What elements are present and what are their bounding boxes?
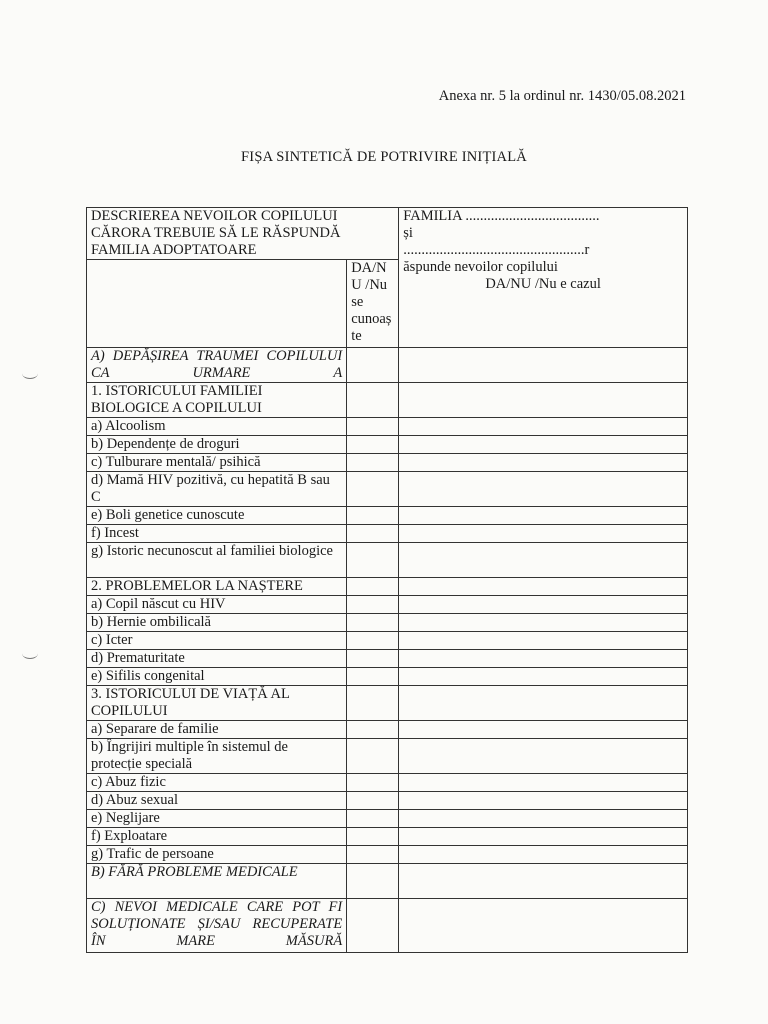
answer-cell[interactable] bbox=[347, 348, 399, 383]
need-label-cell bbox=[87, 418, 347, 436]
need-label-cell bbox=[87, 668, 347, 686]
document-title: FIȘA SINTETICĂ DE POTRIVIRE INIȚIALĂ bbox=[241, 149, 527, 165]
need-label-cell bbox=[87, 828, 347, 846]
form-row bbox=[87, 507, 688, 525]
answer-cell[interactable] bbox=[347, 864, 399, 899]
family-line-4: ăspunde nevoilor copilului bbox=[403, 259, 558, 275]
family-response-cell[interactable] bbox=[399, 650, 688, 668]
need-label: e) Neglijare bbox=[91, 810, 160, 826]
answer-cell[interactable] bbox=[347, 828, 399, 846]
answer-cell[interactable] bbox=[347, 578, 399, 596]
answer-cell[interactable] bbox=[347, 614, 399, 632]
need-label: e) Boli genetice cunoscute bbox=[91, 507, 245, 523]
answer-cell[interactable] bbox=[347, 596, 399, 614]
form-row bbox=[87, 686, 688, 721]
family-response-cell[interactable] bbox=[399, 721, 688, 739]
needs-header-label: DESCRIEREA NEVOILOR COPILULUI CĂRORA TREBUIE SĂ LE RĂSPUNDĂ FAMILIA ADOPTATOARE bbox=[91, 208, 341, 258]
answer-cell[interactable] bbox=[347, 418, 399, 436]
need-label-cell bbox=[87, 686, 347, 721]
family-response-cell[interactable] bbox=[399, 348, 688, 383]
form-row bbox=[87, 454, 688, 472]
answer-header-line-5: te bbox=[351, 328, 362, 344]
need-label-cell bbox=[87, 454, 347, 472]
family-response-cell[interactable] bbox=[399, 686, 688, 721]
need-label: b) Hernie ombilicală bbox=[91, 614, 211, 630]
matching-form-table bbox=[86, 207, 688, 953]
form-row bbox=[87, 383, 688, 418]
need-label: g) Istoric necunoscut al familiei biologice bbox=[91, 543, 333, 559]
need-label-cell bbox=[87, 739, 347, 774]
need-label-cell bbox=[87, 578, 347, 596]
annex-reference: Anexa nr. 5 la ordinul nr. 1430/05.08.2021 bbox=[438, 88, 686, 104]
needs-header-blank bbox=[87, 260, 347, 348]
need-label: f) Incest bbox=[91, 525, 139, 541]
need-label-cell bbox=[87, 525, 347, 543]
answer-cell[interactable] bbox=[347, 436, 399, 454]
need-label: b) Dependențe de droguri bbox=[91, 436, 240, 452]
form-row bbox=[87, 578, 688, 596]
need-label-cell bbox=[87, 792, 347, 810]
family-response-cell[interactable] bbox=[399, 828, 688, 846]
family-response-cell[interactable] bbox=[399, 596, 688, 614]
form-row bbox=[87, 899, 688, 953]
family-response-cell[interactable] bbox=[399, 418, 688, 436]
family-response-cell[interactable] bbox=[399, 632, 688, 650]
need-label-cell bbox=[87, 348, 347, 383]
family-line-3: ..................................................r bbox=[403, 242, 590, 258]
need-label-cell bbox=[87, 383, 347, 418]
need-label: d) Abuz sexual bbox=[91, 792, 178, 808]
answer-cell[interactable] bbox=[347, 810, 399, 828]
need-label: a) Separare de familie bbox=[91, 721, 219, 737]
form-row bbox=[87, 864, 688, 899]
form-row bbox=[87, 650, 688, 668]
form-row bbox=[87, 828, 688, 846]
answer-cell[interactable] bbox=[347, 774, 399, 792]
answer-cell[interactable] bbox=[347, 525, 399, 543]
need-label-cell bbox=[87, 899, 347, 953]
need-label-cell bbox=[87, 543, 347, 578]
family-line-1: FAMILIA ..................................... bbox=[403, 208, 600, 224]
form-row bbox=[87, 525, 688, 543]
form-row bbox=[87, 472, 688, 507]
form-row bbox=[87, 632, 688, 650]
answer-header-line-3: se bbox=[351, 294, 364, 310]
need-label: d) Mamă HIV pozitivă, cu hepatită B sau C bbox=[91, 472, 330, 505]
family-response-cell[interactable] bbox=[399, 383, 688, 418]
need-label-cell bbox=[87, 596, 347, 614]
family-response-cell[interactable] bbox=[399, 792, 688, 810]
need-label-cell bbox=[87, 774, 347, 792]
form-row bbox=[87, 846, 688, 864]
form-row bbox=[87, 418, 688, 436]
family-response-cell[interactable] bbox=[399, 543, 688, 578]
need-label: 3. ISTORICULUI DE VIAȚĂ AL COPILULUI bbox=[91, 686, 290, 719]
answer-cell[interactable] bbox=[347, 472, 399, 507]
answer-cell[interactable] bbox=[347, 739, 399, 774]
family-response-cell[interactable] bbox=[399, 436, 688, 454]
answer-cell[interactable] bbox=[347, 686, 399, 721]
family-response-cell[interactable] bbox=[399, 668, 688, 686]
answer-header-line-4: cunoaș bbox=[351, 311, 392, 327]
scan-mark-top bbox=[22, 368, 38, 379]
form-row bbox=[87, 348, 688, 383]
form-row bbox=[87, 810, 688, 828]
answer-cell[interactable] bbox=[347, 668, 399, 686]
form-row bbox=[87, 668, 688, 686]
need-label-cell bbox=[87, 650, 347, 668]
family-response-cell[interactable] bbox=[399, 774, 688, 792]
need-label-cell bbox=[87, 472, 347, 507]
answer-cell[interactable] bbox=[347, 846, 399, 864]
answer-cell[interactable] bbox=[347, 454, 399, 472]
family-response-cell[interactable] bbox=[399, 846, 688, 864]
family-response-cell[interactable] bbox=[399, 899, 688, 953]
answer-cell[interactable] bbox=[347, 383, 399, 418]
needs-header-cell bbox=[87, 208, 399, 260]
family-response-cell[interactable] bbox=[399, 454, 688, 472]
need-label: A) DEPĂȘIREA TRAUMEI COPILULUI CA URMARE A bbox=[91, 348, 343, 381]
need-label-cell bbox=[87, 507, 347, 525]
answer-header-cell bbox=[347, 260, 399, 348]
answer-cell[interactable] bbox=[347, 543, 399, 578]
answer-cell[interactable] bbox=[347, 721, 399, 739]
answer-cell[interactable] bbox=[347, 507, 399, 525]
form-row bbox=[87, 596, 688, 614]
need-label: f) Exploatare bbox=[91, 828, 168, 844]
form-row bbox=[87, 774, 688, 792]
need-label: c) Icter bbox=[91, 632, 133, 648]
need-label-cell bbox=[87, 614, 347, 632]
form-row bbox=[87, 739, 688, 774]
family-response-cell[interactable] bbox=[399, 810, 688, 828]
need-label-cell bbox=[87, 632, 347, 650]
need-label: c) Tulburare mentală/ psihică bbox=[91, 454, 261, 470]
scan-mark-bottom bbox=[22, 648, 38, 659]
need-label: a) Alcoolism bbox=[91, 418, 166, 434]
form-body bbox=[87, 208, 688, 953]
need-label: 2. PROBLEMELOR LA NAȘTERE bbox=[91, 578, 303, 594]
need-label: C) NEVOI MEDICALE CARE POT FI SOLUȚIONATE ȘI/SAU RECUPERATE ÎN MARE MĂSURĂ bbox=[91, 899, 343, 949]
family-response-cell[interactable] bbox=[399, 739, 688, 774]
need-label: e) Sifilis congenital bbox=[91, 668, 205, 684]
form-row bbox=[87, 614, 688, 632]
answer-cell[interactable] bbox=[347, 899, 399, 953]
form-row bbox=[87, 543, 688, 578]
family-line-2: și bbox=[403, 225, 413, 241]
need-label: g) Trafic de persoane bbox=[91, 846, 214, 862]
header-row-top bbox=[87, 208, 688, 260]
need-label: c) Abuz fizic bbox=[91, 774, 166, 790]
family-response-cell[interactable] bbox=[399, 507, 688, 525]
form-row bbox=[87, 721, 688, 739]
need-label-cell bbox=[87, 721, 347, 739]
form-row bbox=[87, 792, 688, 810]
answer-header-line-2: U /Nu bbox=[351, 277, 388, 293]
need-label-cell bbox=[87, 810, 347, 828]
need-label-cell bbox=[87, 864, 347, 899]
need-label-cell bbox=[87, 846, 347, 864]
need-label: B) FĂRĂ PROBLEME MEDICALE bbox=[91, 864, 298, 880]
family-response-cell[interactable] bbox=[399, 614, 688, 632]
family-response-cell[interactable] bbox=[399, 472, 688, 507]
family-response-cell[interactable] bbox=[399, 525, 688, 543]
need-label: d) Prematuritate bbox=[91, 650, 185, 666]
answer-header-line-1: DA/N bbox=[351, 260, 387, 276]
answer-cell[interactable] bbox=[347, 650, 399, 668]
family-header-cell bbox=[399, 208, 688, 348]
need-label-cell bbox=[87, 436, 347, 454]
family-response-cell[interactable] bbox=[399, 578, 688, 596]
need-label: 1. ISTORICULUI FAMILIEI BIOLOGICE A COPILULUI bbox=[91, 383, 263, 416]
need-label: a) Copil născut cu HIV bbox=[91, 596, 226, 612]
need-label: b) Îngrijiri multiple în sistemul de protecție specială bbox=[91, 739, 288, 772]
family-line-5: DA/NU /Nu e cazul bbox=[485, 276, 601, 292]
answer-cell[interactable] bbox=[347, 632, 399, 650]
family-response-cell[interactable] bbox=[399, 864, 688, 899]
answer-cell[interactable] bbox=[347, 792, 399, 810]
form-row bbox=[87, 436, 688, 454]
